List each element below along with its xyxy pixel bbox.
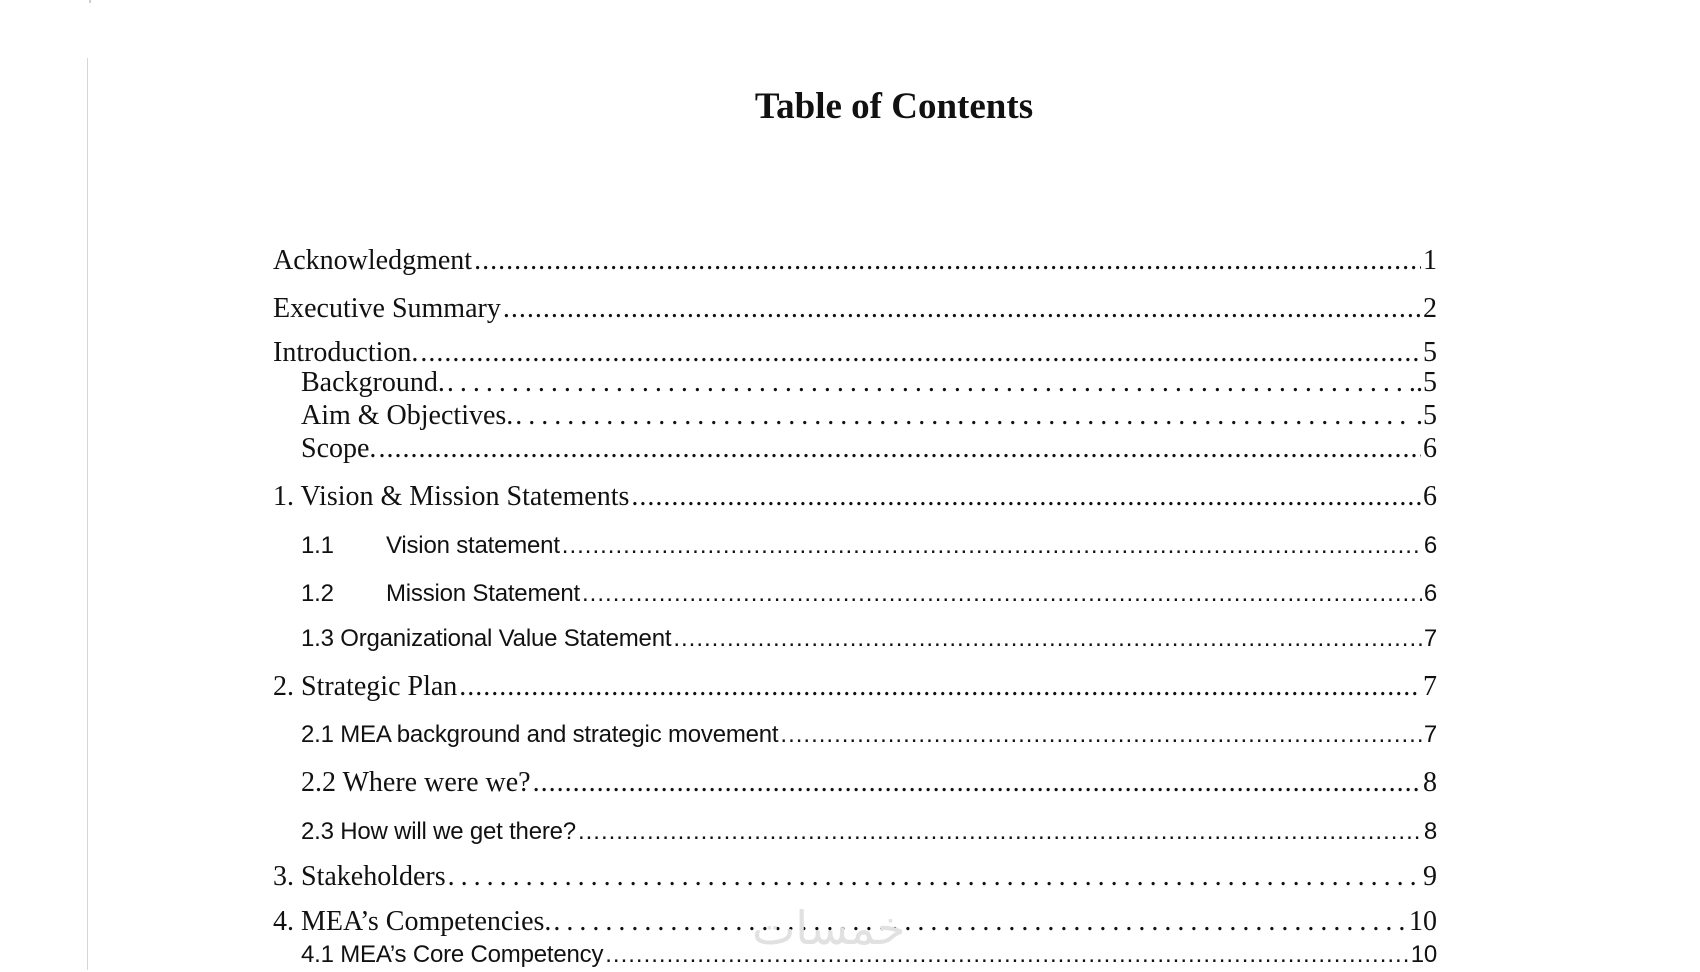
toc-page-number: 6 <box>1423 481 1437 512</box>
toc-entry-label: 1. Vision & Mission Statements <box>273 481 630 512</box>
toc-entry-label: Scope. <box>301 433 377 464</box>
toc-entry-aim-objectives[interactable] <box>273 399 1437 433</box>
toc-dot-leader <box>378 432 1421 466</box>
toc-page-number: 2 <box>1423 293 1437 324</box>
toc-entry-strategic-plan[interactable] <box>273 670 1437 704</box>
toc-entry-introduction[interactable] <box>273 336 1437 370</box>
toc-page-number: 6 <box>1423 580 1437 607</box>
toc-dot-leader <box>503 292 1421 326</box>
toc-entry-title: Vision statement <box>386 532 560 559</box>
toc-entry-label: 3. Stakeholders <box>273 861 446 892</box>
toc-entry-label <box>301 577 580 611</box>
toc-entry-mission-statement[interactable] <box>273 577 1437 611</box>
toc-dot-leader <box>459 670 1421 704</box>
toc-entry-scope[interactable] <box>273 432 1437 466</box>
toc-dot-leader <box>515 399 1414 433</box>
toc-entry-label: 4.1 MEA’s Core Competency <box>301 941 604 968</box>
toc-entry-number: 1.2 <box>301 580 334 607</box>
toc-entry-vision-statement[interactable] <box>273 529 1437 563</box>
toc-page-number: .5 <box>1416 367 1437 398</box>
toc-page-number: 7 <box>1423 721 1437 748</box>
toc-page-number: 7 <box>1423 671 1437 702</box>
toc-page-number: 7 <box>1423 625 1437 652</box>
toc-entry-label: 2. Strategic Plan <box>273 671 458 702</box>
toc-entry-acknowledgment[interactable] <box>273 244 1437 278</box>
toc-entry-label: 1.3 Organizational Value Statement <box>301 625 672 652</box>
toc-dot-leader <box>553 905 1407 939</box>
toc-dot-leader <box>447 366 1414 400</box>
toc-dot-leader <box>474 244 1421 278</box>
toc-dot-leader <box>631 480 1421 514</box>
toc-page-number: 6 <box>1423 433 1437 464</box>
toc-entry-vision-mission[interactable] <box>273 480 1437 514</box>
toc-page-number: 10 <box>1409 906 1437 937</box>
toc-entry-label: Aim & Objectives. <box>301 400 514 431</box>
toc-dot-leader <box>578 815 1422 849</box>
watermark: خمسات <box>752 901 906 955</box>
toc-dot-leader <box>533 766 1421 800</box>
toc-entry-number: 1.1 <box>301 532 334 559</box>
toc-dot-leader <box>448 860 1421 894</box>
page-left-edge <box>87 58 88 970</box>
toc-page-number: 5 <box>1423 337 1437 368</box>
page-title: Table of Contents <box>754 86 1034 127</box>
toc-entry-label <box>301 529 560 563</box>
toc-page-number: 1 <box>1423 245 1437 276</box>
toc-entry-organizational-value[interactable] <box>273 622 1437 656</box>
toc-entry-title: Mission Statement <box>386 580 581 607</box>
toc-entry-executive-summary[interactable] <box>273 292 1437 326</box>
page-corner-mark <box>89 0 91 3</box>
toc-entry-label: Background. <box>301 367 445 398</box>
toc-page-number: 10 <box>1410 941 1437 968</box>
toc-entry-background[interactable] <box>273 366 1437 400</box>
toc-entry-how-get-there[interactable] <box>273 815 1437 849</box>
toc-page-number: 8 <box>1423 818 1437 845</box>
toc-entry-label: Executive Summary <box>273 293 501 324</box>
toc-entry-stakeholders[interactable] <box>273 860 1437 894</box>
toc-entry-label: 4. MEA’s Competencies. <box>273 906 552 937</box>
toc-dot-leader <box>562 529 1422 563</box>
toc-entry-label: 2.1 MEA background and strategic movement <box>301 721 779 748</box>
toc-dot-leader <box>420 336 1421 370</box>
toc-dot-leader <box>582 577 1422 611</box>
toc-dot-leader <box>605 938 1408 972</box>
toc-page-number: 6 <box>1423 532 1437 559</box>
toc-entry-label: Acknowledgment <box>273 245 473 276</box>
toc-entry-where-were-we[interactable] <box>273 766 1437 800</box>
toc-entry-mea-background[interactable] <box>273 718 1437 752</box>
toc-dot-leader <box>780 718 1421 752</box>
toc-page-number: 9 <box>1423 861 1437 892</box>
toc-dot-leader <box>673 622 1422 656</box>
toc-entry-label: Introduction. <box>273 337 419 368</box>
toc-entry-label: 2.2 Where were we? <box>301 767 531 798</box>
toc-page-number: 8 <box>1423 767 1437 798</box>
toc-entry-label: 2.3 How will we get there? <box>301 818 576 845</box>
toc-page-number: .5 <box>1416 400 1437 431</box>
